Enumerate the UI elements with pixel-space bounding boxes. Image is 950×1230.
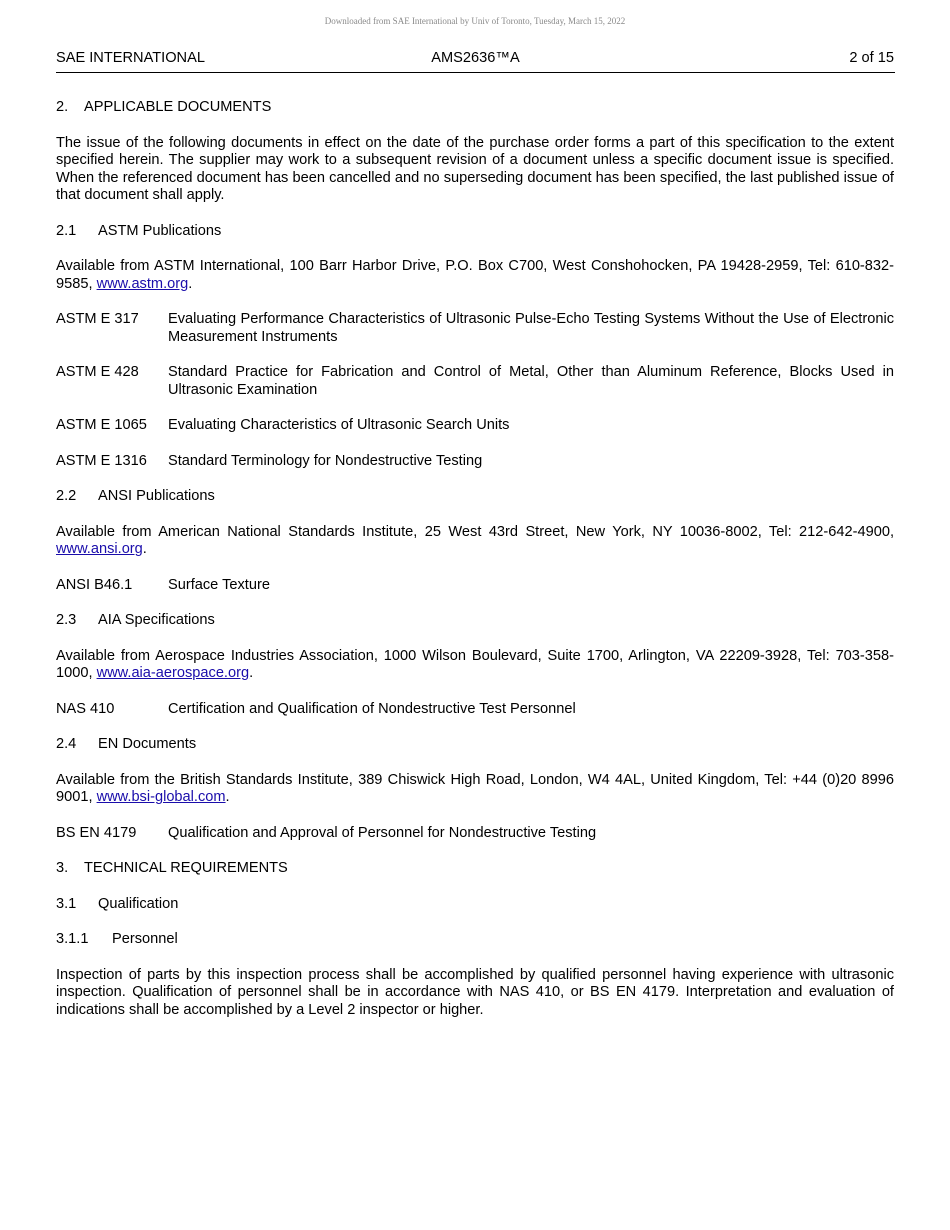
section-heading-applicable-documents: 2. APPLICABLE DOCUMENTS [56,99,272,115]
reference-title: Surface Texture [168,576,270,593]
reference-title: Standard Terminology for Nondestructive Testing [168,452,483,469]
reference-entry [56,453,894,471]
subsection-heading-astm: 2.1 ASTM Publications [56,222,222,239]
applicable-documents-intro: The issue of the following documents in effect on the date of the purchase order forms a part of this specification to the extent specified herein. The supplier may work to a subsequent revision of a document unless a specific document issue is specified. When the referenced document has been cancelled and no superseding document has been specified, the last published issue of that document shall apply. [56,134,894,203]
subsection-heading-qualification: 3.1 Qualification [56,895,179,912]
reference-code: ASTM E 1065 [56,417,147,433]
publisher-name: SAE INTERNATIONAL [56,50,205,66]
download-watermark: Downloaded from SAE International by Univ of Toronto, Tuesday, March 15, 2022 [324,16,626,26]
reference-title: Standard Practice for Fabrication and Control of Metal, Other than Aluminum Reference, Blocks Used in Ultrasonic Examination [168,364,894,398]
reference-title: Certification and Qualification of Nondestructive Test Personnel [168,700,576,717]
ansi-availability: Available from American National Standards Institute, 25 West 43rd Street, New York, NY 10036-8002, Tel: 212-642-4900, www.ansi.org. [56,523,894,557]
subsection-heading-personnel: 3.1.1 Personnel [56,931,178,947]
document-id: AMS2636™A [431,50,520,66]
subsection-heading-en: 2.4 EN Documents [56,736,197,752]
page-header [56,50,895,73]
personnel-paragraph: Inspection of parts by this inspection process shall be accomplished by qualified personnel having experience with ultrasonic inspection. Qualification of personnel shall be in accordance with NAS 410, or BS EN 4179. Interpretation and evaluation of indications shall be accomplished by a Level 2 inspector or higher. [56,966,894,1018]
reference-title: Evaluating Performance Characteristics of Ultrasonic Pulse-Echo Testing Systems Without the Use of Electronic Measurement Instruments [168,311,894,345]
reference-code: ASTM E 1316 [56,452,147,469]
astm-availability: Available from ASTM International, 100 Barr Harbor Drive, P.O. Box C700, West Conshohocken, PA 19428-2959, Tel: 610-832-9585, www.astm.org. [56,258,894,292]
reference-title: Qualification and Approval of Personnel for Nondestructive Testing [168,824,597,841]
subsection-heading-ansi: 2.2 ANSI Publications [56,488,215,504]
subsection-heading-aia: 2.3 AIA Specifications [56,612,215,628]
astm-link[interactable]: www.astm.org [96,275,189,292]
page-number: 2 of 15 [849,50,894,66]
reference-code: ASTM E 317 [56,311,139,327]
en-availability: Available from the British Standards Institute, 389 Chiswick High Road, London, W4 4AL, United Kingdom, Tel: +44 (0)20 8996 9001, www.bsi-global.com. [56,771,894,805]
aia-availability: Available from Aerospace Industries Association, 1000 Wilson Boulevard, Suite 1700, Arlington, VA 22209-3928, Tel: 703-358-1000, www.aia-aerospace.org. [56,647,894,681]
reference-entry [56,825,894,843]
reference-entry [56,417,894,435]
document-body [56,99,894,1037]
reference-code: ANSI B46.1 [56,576,133,593]
reference-code: BS EN 4179 [56,824,137,841]
reference-code: NAS 410 [56,700,115,717]
reference-code: ASTM E 428 [56,364,139,380]
reference-entry [56,577,894,595]
ansi-link[interactable]: www.ansi.org [56,541,143,557]
section-heading-technical-requirements: 3. TECHNICAL REQUIREMENTS [56,860,288,876]
aia-link[interactable]: www.aia-aerospace.org [96,665,250,681]
reference-entry [56,364,894,399]
reference-entry [56,701,894,719]
bsi-link[interactable]: www.bsi-global.com [96,789,226,805]
reference-title: Evaluating Characteristics of Ultrasonic Search Units [168,417,510,433]
reference-entry [56,311,894,346]
